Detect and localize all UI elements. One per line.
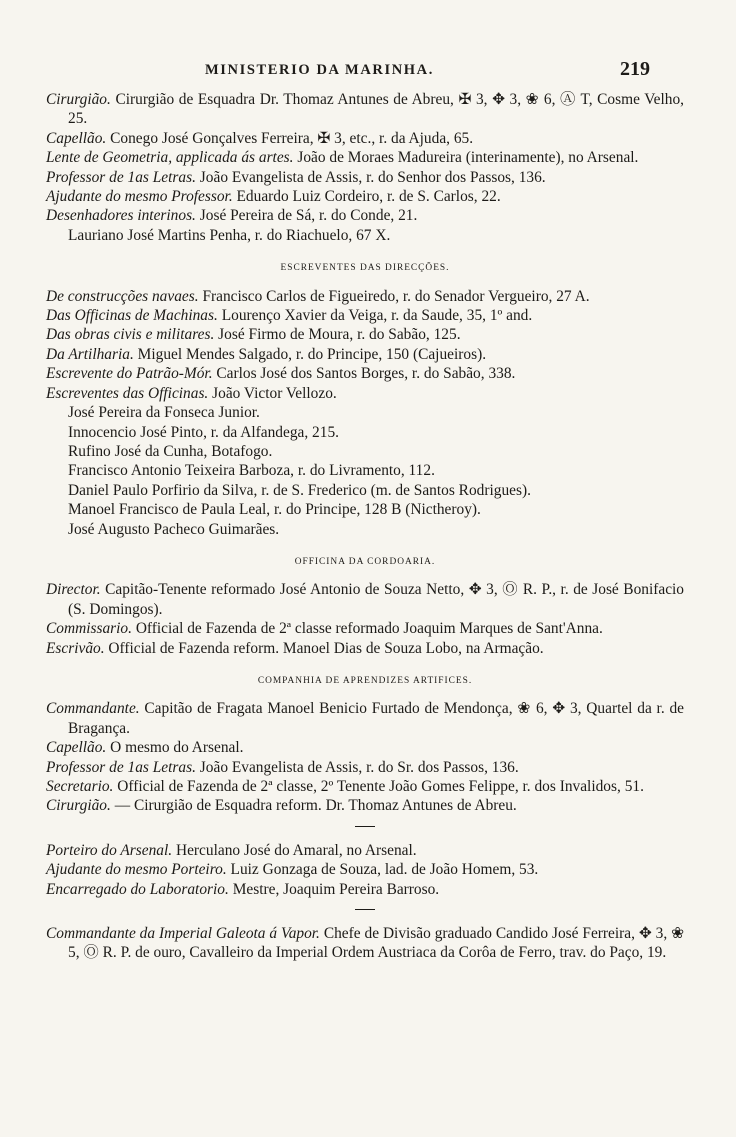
- directory-name-line: Rufino José da Cunha, Botafogo.: [68, 442, 273, 460]
- companhia-list: [46, 699, 684, 815]
- page-number: 219: [620, 58, 650, 80]
- entry-role: Commissario.: [46, 620, 132, 638]
- directory-name-line: Manoel Francisco de Paula Leal, r. do Principe, 128 B (Nictheroy).: [68, 501, 481, 519]
- directory-entry: [46, 860, 684, 879]
- entry-role: Escrevente do Patrão-Mór.: [46, 365, 213, 383]
- entry-role: Commandante da Imperial Galeota á Vapor.: [46, 925, 320, 943]
- entry-role: Desenhadores interinos.: [46, 207, 196, 225]
- entry-role: Ajudante do mesmo Professor.: [46, 188, 233, 206]
- section-heading-companhia: COMPANHIA DE APRENDIZES ARTIFICES.: [257, 675, 473, 686]
- directory-entry: [46, 880, 684, 899]
- directory-entry: [46, 187, 684, 206]
- entry-role: De construcções navaes.: [46, 287, 199, 305]
- entry-role: Secretario.: [46, 778, 114, 795]
- section-heading-escreventes: ESCREVENTES DAS DIRECÇÕES.: [280, 263, 450, 274]
- directory-entry: [46, 364, 684, 383]
- directory-entry: [46, 738, 684, 757]
- entry-role: Porteiro do Arsenal.: [46, 841, 173, 859]
- entry-role: Da Artilharia.: [46, 345, 134, 363]
- entry-text: — Cirurgião de Esquadra reform. Dr. Thomaz Antunes de Abreu.: [114, 797, 517, 815]
- entry-role: Escreventes das Officinas.: [46, 384, 209, 402]
- directory-entry: [46, 639, 684, 658]
- entry-text: Luiz Gonzaga de Souza, lad. de João Homem, 53.: [230, 861, 539, 879]
- entry-text: Mestre, Joaquim Pereira Barroso.: [232, 880, 440, 898]
- entry-role: Lente de Geometria, applicada ás artes.: [46, 149, 294, 167]
- page-body: [46, 90, 684, 963]
- directory-name-line: José Augusto Pacheco Guimarães.: [68, 520, 280, 538]
- directory-entry: [46, 758, 684, 777]
- entry-text: João Victor Vellozo.: [212, 384, 337, 402]
- directory-name-line: Innocencio José Pinto, r. da Alfandega, 215.: [68, 423, 339, 441]
- entry-text: Capitão-Tenente reformado José Antonio de Souza Netto, ✥ 3, Ⓞ R. P., r. de José Bonifacio (S. Domingos).: [68, 581, 684, 618]
- directory-entry: [46, 306, 684, 325]
- entry-role: Professor de 1as Letras.: [46, 758, 196, 776]
- entry-role: Das obras civis e militares.: [46, 326, 215, 344]
- directory-entry: [46, 796, 684, 815]
- entry-text: Lourenço Xavier da Veiga, r. da Saude, 35, 1º and.: [221, 307, 533, 325]
- entry-text: João de Moraes Madureira (interinamente), no Arsenal.: [297, 149, 639, 167]
- entry-text: Francisco Carlos de Figueiredo, r. do Senador Vergueiro, 27 A.: [202, 287, 590, 305]
- entry-text: Chefe de Divisão graduado Candido José Ferreira, ✥ 3, ❀ 5, Ⓞ R. P. de ouro, Cavalleiro da Imperial Ordem Austriaca da Corôa de Ferro, trav. do Paço, 19.: [68, 925, 684, 962]
- directory-entry: [46, 287, 684, 306]
- entry-text: João Evangelista de Assis, r. do Sr. dos Passos, 136.: [199, 758, 519, 776]
- cordoaria-list: [46, 580, 684, 658]
- staff-list: [46, 90, 684, 245]
- directory-entry: [46, 619, 684, 638]
- entry-text: Cirurgião de Esquadra Dr. Thomaz Antunes de Abreu, ✠ 3, ✥ 3, ❀ 6, Ⓐ T, Cosme Velho, 25.: [68, 91, 684, 128]
- directory-entry: [46, 777, 684, 796]
- entry-text: Official de Fazenda reform. Manoel Dias de Souza Lobo, na Armação.: [108, 639, 544, 657]
- entry-role: Capellão.: [46, 739, 107, 757]
- directory-entry: [46, 699, 684, 738]
- entry-text: João Evangelista de Assis, r. do Senhor dos Passos, 136.: [199, 168, 546, 186]
- entry-text: Herculano José do Amaral, no Arsenal.: [175, 841, 417, 859]
- entry-role: Escrivão.: [46, 639, 105, 657]
- directory-entry: [46, 345, 684, 364]
- directory-entry: [46, 580, 684, 619]
- directory-entry: [46, 325, 684, 344]
- directory-entry: [46, 206, 684, 225]
- directory-entry: [46, 384, 684, 403]
- entry-role: Professor de 1as Letras.: [46, 168, 196, 186]
- directory-entry: [46, 148, 684, 167]
- entry-text: Miguel Mendes Salgado, r. do Principe, 150 (Cajueiros).: [137, 345, 487, 363]
- running-title: MINISTERIO DA MARINHA.: [205, 62, 434, 78]
- entry-role: Cirurgião.: [46, 91, 111, 108]
- entry-text: Official de Fazenda de 2ª classe reformado Joaquim Marques de Sant'Anna.: [135, 620, 603, 638]
- escreventes-names: [46, 403, 684, 539]
- entry-role: Das Officinas de Machinas.: [46, 307, 218, 325]
- directory-entry: [46, 924, 684, 963]
- directory-name-line: Francisco Antonio Teixeira Barboza, r. do Livramento, 112.: [68, 462, 435, 480]
- directory-entry: [46, 90, 684, 129]
- entry-text: José Firmo de Moura, r. do Sabão, 125.: [218, 326, 461, 344]
- entry-text: Capitão de Fragata Manoel Benicio Furtado de Mendonça, ❀ 6, ✥ 3, Quartel da r. de Bragança.: [68, 700, 684, 737]
- directory-name-line: José Pereira da Fonseca Junior.: [68, 404, 260, 422]
- galeota-list: [46, 924, 684, 963]
- entry-text: Eduardo Luiz Cordeiro, r. de S. Carlos, 22.: [236, 188, 501, 206]
- entry-role: Ajudante do mesmo Porteiro.: [46, 861, 227, 879]
- entry-role: Encarregado do Laboratorio.: [46, 880, 229, 898]
- entry-text: Conego José Gonçalves Ferreira, ✠ 3, etc., r. da Ajuda, 65.: [110, 129, 474, 147]
- directory-entry: [46, 168, 684, 187]
- page-header: [0, 58, 736, 86]
- entry-text: Carlos José dos Santos Borges, r. do Sabão, 338.: [216, 365, 516, 383]
- entry-text: Lauriano José Martins Penha, r. do Riachuelo, 67 X.: [68, 226, 391, 244]
- section-divider: [355, 909, 375, 910]
- entry-text: Official de Fazenda de 2ª classe, 2º Tenente João Gomes Felippe, r. dos Invalidos, 51.: [117, 778, 644, 795]
- entry-role: Cirurgião.: [46, 797, 111, 815]
- directory-entry: [46, 129, 684, 148]
- entry-role: Capellão.: [46, 129, 107, 147]
- entry-role: Commandante.: [46, 700, 140, 718]
- directory-name-line: Daniel Paulo Porfirio da Silva, r. de S. Frederico (m. de Santos Rodrigues).: [68, 481, 531, 499]
- escreventes-list: [46, 287, 684, 403]
- directory-entry: [46, 226, 684, 245]
- section-divider: [355, 826, 375, 827]
- arsenal-misc-list: [46, 841, 684, 899]
- entry-role: Director.: [46, 581, 101, 599]
- directory-entry: [46, 841, 684, 860]
- section-heading-cordoaria: OFFICINA DA CORDOARIA.: [294, 556, 436, 567]
- entry-text: José Pereira de Sá, r. do Conde, 21.: [199, 207, 418, 225]
- entry-text: O mesmo do Arsenal.: [110, 739, 244, 757]
